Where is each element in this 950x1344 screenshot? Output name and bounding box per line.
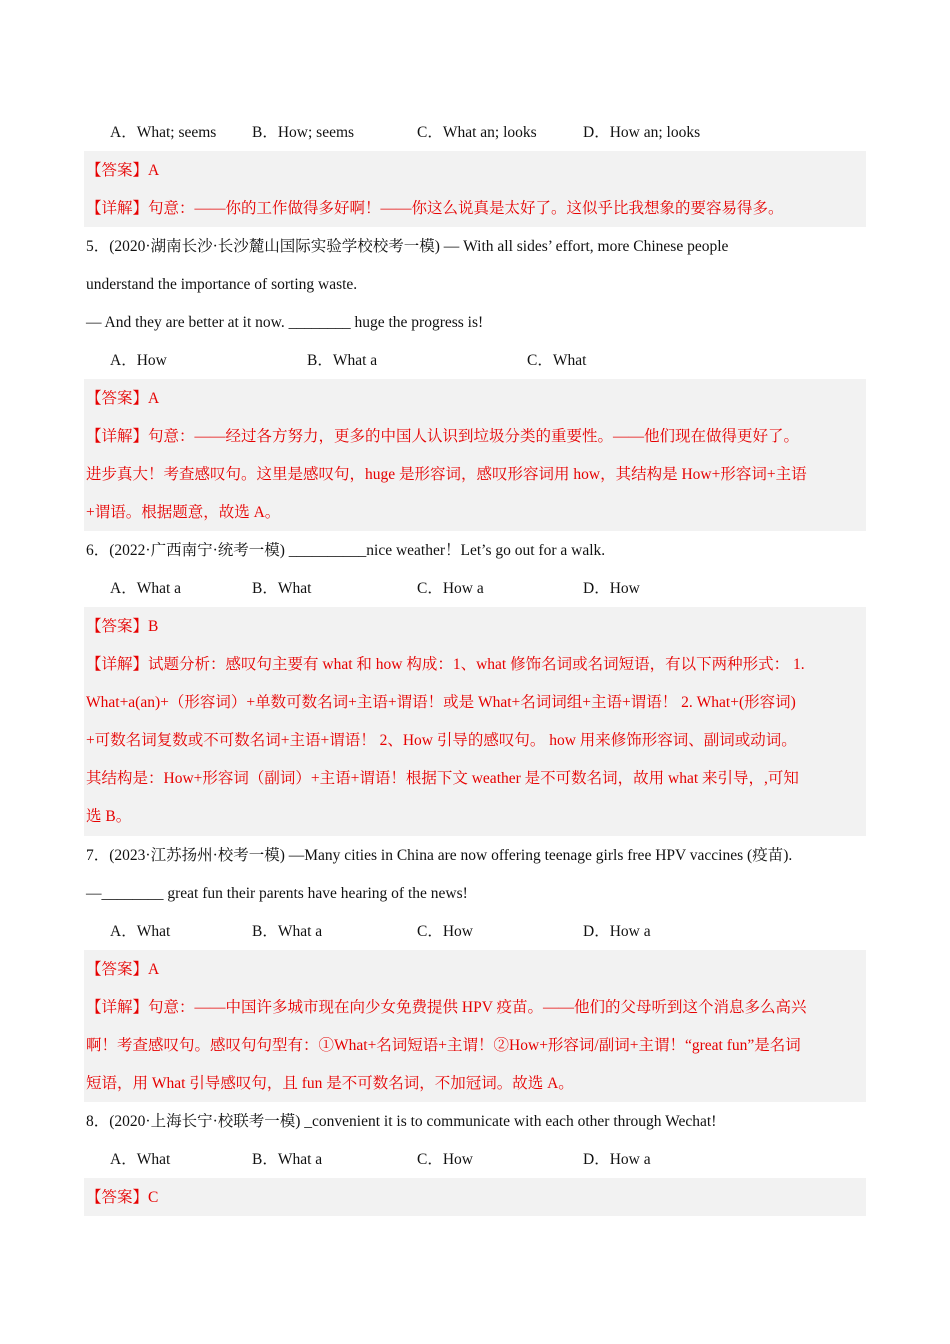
q6-option-d: D．How — [583, 580, 640, 597]
q6-detail-line-1: 【详解】试题分析：感叹句主要有 what 和 how 构成：1、what 修饰名词或名词短语，有以下两种形式： 1. — [86, 656, 805, 673]
q6-answer-box — [84, 607, 866, 836]
q6-detail-line-4: 其结构是：How+形容词（副词）+主语+谓语！根据下文 weather 是不可数名词，故用 what 来引导，,可知 — [86, 770, 799, 787]
q7-option-d: D．How a — [583, 923, 651, 940]
q5-detail-line-2: 进步真大！考查感叹句。这里是感叹句，huge 是形容词，感叹形容词用 how，其结构是 How+形容词+主语 — [86, 466, 807, 483]
q4-answer: 【答案】A — [86, 162, 160, 179]
q8-option-d: D．How a — [583, 1151, 651, 1168]
q5-answer: 【答案】A — [86, 390, 160, 407]
q6-option-a: A．What a — [110, 580, 182, 597]
q5-stem-line-3: — And they are better at it now. ________ huge the progress is! — [86, 314, 484, 331]
q5-stem-line-2: understand the importance of sorting waste. — [86, 276, 358, 293]
q7-detail-line-2: 啊！考查感叹句。感叹句句型有：①What+名词短语+主谓！②How+形容词/副词+主谓！“great fun”是名词 — [86, 1037, 801, 1054]
q7-stem-line-1: 7．(2023·江苏扬州·校考一模) —Many cities in China are now offering teenage girls free HPV vaccines (疫苗). — [86, 847, 793, 864]
q7-detail-line-1: 【详解】句意：——中国许多城市现在向少女免费提供 HPV 疫苗。——他们的父母听到这个消息多么高兴 — [86, 999, 807, 1016]
q6-option-b: B．What — [252, 580, 312, 597]
q5-option-b: B．What a — [307, 352, 378, 369]
q6-detail-line-2: What+a(an)+（形容词）+单数可数名词+主语+谓语！或是 What+名词词组+主语+谓语！ 2. What+(形容词) — [86, 694, 796, 711]
q4-detail: 【详解】句意：——你的工作做得多好啊！——你这么说真是太好了。这似乎比我想象的要容易得多。 — [86, 200, 784, 217]
q7-option-a: A．What — [110, 923, 171, 940]
q4-option-b: B．How; seems — [252, 124, 355, 141]
q4-option-c: C．What an; looks — [417, 124, 537, 141]
q7-option-b: B．What a — [252, 923, 323, 940]
q5-detail-line-3: +谓语。根据题意，故选 A。 — [86, 504, 281, 521]
q7-detail-line-3: 短语，用 What 引导感叹句，且 fun 是不可数名词，不加冠词。故选 A。 — [86, 1075, 574, 1092]
q8-option-b: B．What a — [252, 1151, 323, 1168]
q4-option-a: A．What; seems — [110, 124, 217, 141]
q7-option-c: C．How — [417, 923, 473, 940]
q6-detail-line-3: +可数名词复数或不可数名词+主语+谓语！ 2、How 引导的感叹句。 how 用来修饰形容词、副词或动词。 — [86, 732, 797, 749]
q8-answer: 【答案】C — [86, 1189, 159, 1206]
q7-answer: 【答案】A — [86, 961, 160, 978]
q6-detail-line-5: 选 B。 — [86, 808, 132, 825]
q5-option-a: A．How — [110, 352, 167, 369]
q6-option-c: C．How a — [417, 580, 484, 597]
q6-stem: 6．(2022·广西南宁·统考一模) __________nice weather！Let’s go out for a walk. — [86, 542, 606, 559]
q7-stem-line-2: —________ great fun their parents have hearing of the news! — [86, 885, 468, 902]
q4-option-d: D．How an; looks — [583, 124, 701, 141]
q5-option-c: C．What — [527, 352, 587, 369]
q8-answer-box — [84, 1178, 866, 1216]
q8-stem: 8．(2020·上海长宁·校联考一模) _convenient it is to communicate with each other through Wechat! — [86, 1113, 717, 1130]
q6-answer: 【答案】B — [86, 618, 159, 635]
q8-option-c: C．How — [417, 1151, 473, 1168]
q5-stem-line-1: 5．(2020·湖南长沙·长沙麓山国际实验学校校考一模) — With all sides’ effort, more Chinese people — [86, 238, 729, 255]
q8-option-a: A．What — [110, 1151, 171, 1168]
q5-detail-line-1: 【详解】句意：——经过各方努力，更多的中国人认识到垃圾分类的重要性。——他们现在做得更好了。 — [86, 428, 800, 445]
